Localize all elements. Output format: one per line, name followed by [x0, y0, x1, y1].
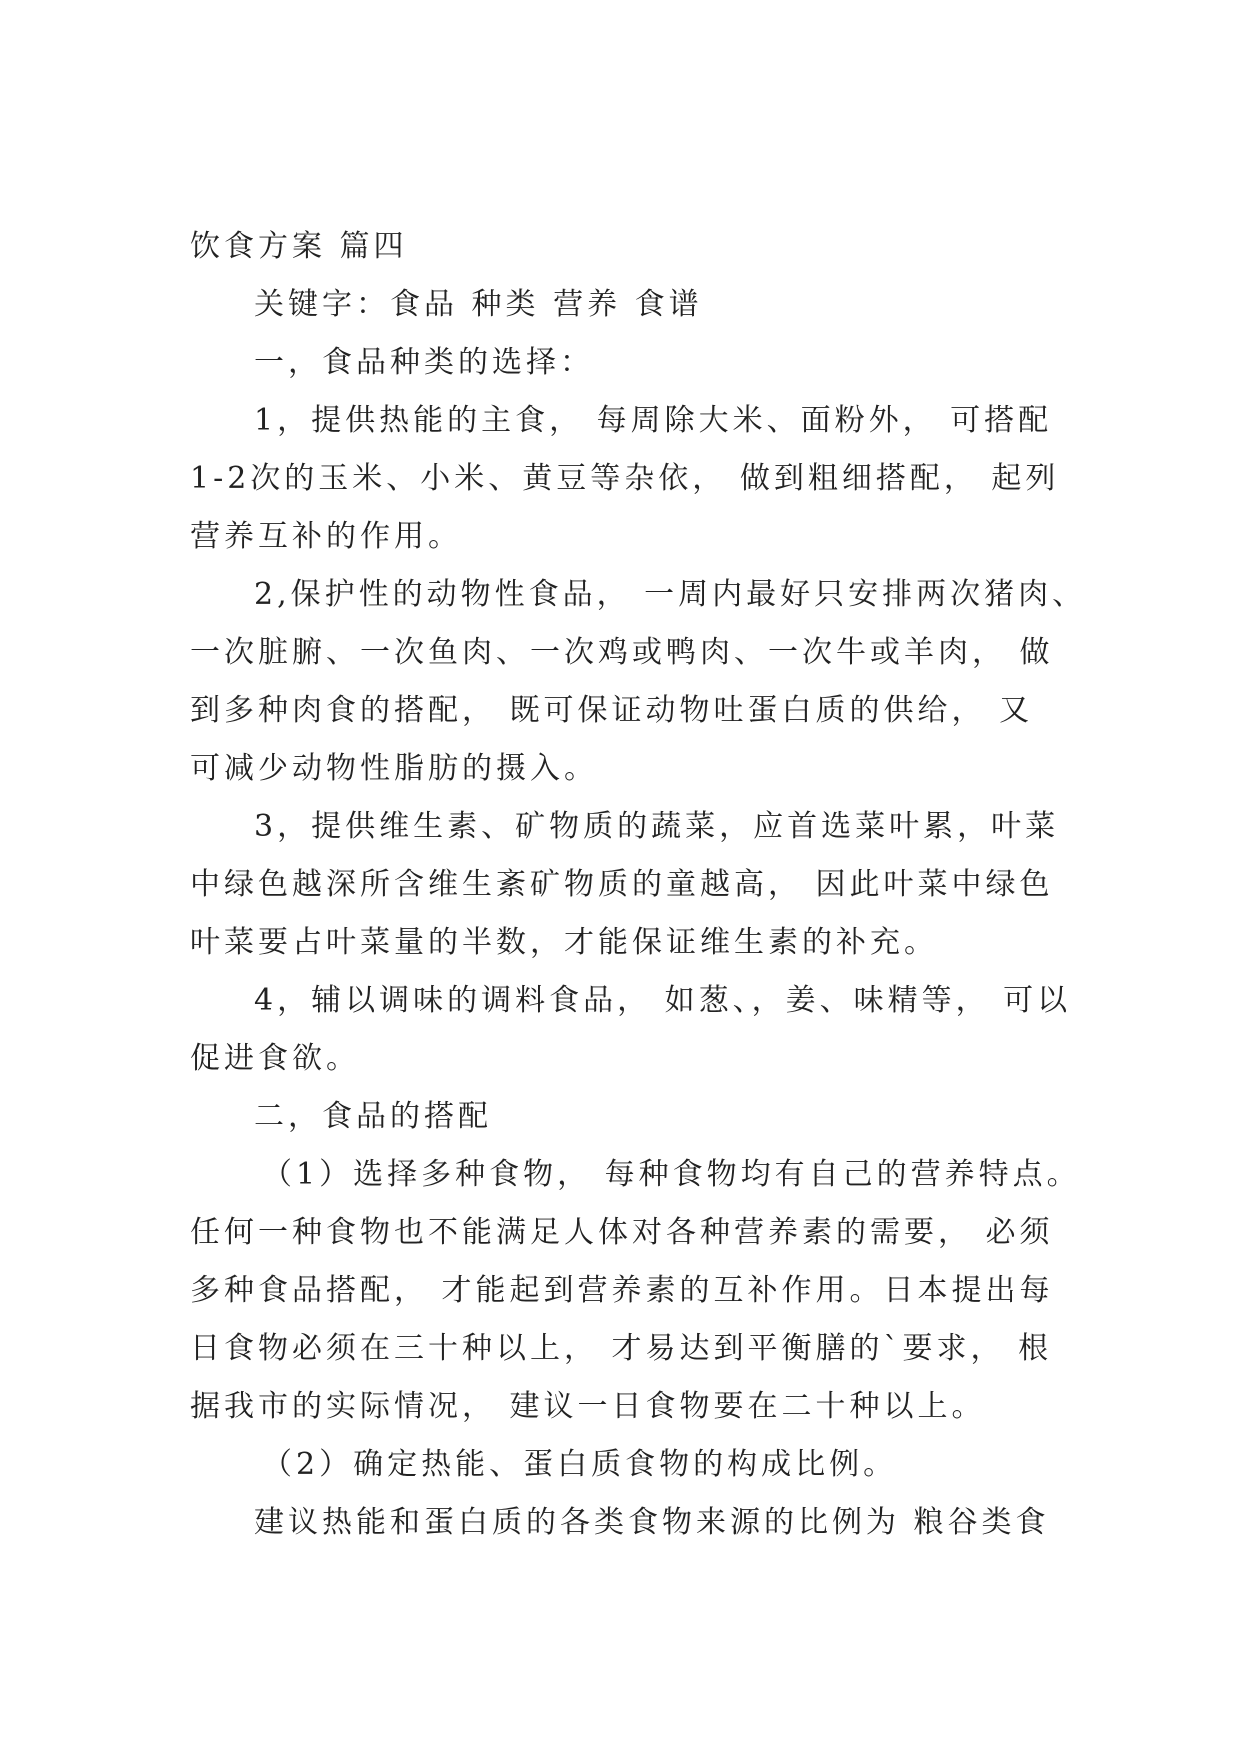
paragraph-line: 促进食欲。 — [190, 1041, 360, 1076]
paragraph-line: （2）确定热能、蛋白质食物的构成比例。 — [262, 1447, 898, 1482]
section-heading-1: 一，食品种类的选择： — [254, 345, 594, 380]
paragraph-line: 2,保护性的动物性食品， 一周内最好只安排两次猪肉、 — [254, 577, 1087, 612]
paragraph-line: （1）选择多种食物， 每种食物均有自己的营养特点。 — [262, 1157, 1081, 1192]
paragraph-line: 一次脏腑、一次鱼肉、一次鸡或鸭肉、一次牛或羊肉， 做 — [190, 635, 1054, 670]
paragraph-line: 3，提供维生素、矿物质的蔬菜，应首选菜叶累，叶菜 — [254, 809, 1060, 844]
document-body — [190, 218, 1087, 1552]
paragraph-line: 中绿色越深所含维生紊矿物质的童越高， 因此叶菜中绿色 — [190, 867, 1054, 902]
paragraph-line: 4，辅以调味的调料食品， 如葱、，姜、味精等， 可以 — [254, 983, 1072, 1018]
paragraph-line: 据我市的实际情况， 建议一日食物要在二十种以上。 — [190, 1389, 986, 1424]
section-heading-2: 二，食品的搭配 — [254, 1099, 492, 1134]
paragraph-line: 1，提供热能的主食， 每周除大米、面粉外， 可搭配 — [254, 403, 1053, 438]
document-title: 饮食方案 篇四 — [190, 229, 408, 264]
paragraph-line: 建议热能和蛋白质的各类食物来源的比例为 粮谷类食 — [254, 1505, 1050, 1540]
paragraph-line: 日食物必须在三十种以上， 才易达到平衡膳的`要求， 根 — [190, 1331, 1053, 1366]
paragraph-line: 多种食品搭配， 才能起到营养素的互补作用。日本提出每 — [190, 1273, 1054, 1308]
paragraph-line: 1-2次的玉米、小米、黄豆等杂依， 做到粗细搭配， 起列 — [190, 461, 1060, 496]
paragraph-line: 叶菜要占叶菜量的半数，才能保证维生素的补充。 — [190, 925, 938, 960]
paragraph-line: 营养互补的作用。 — [190, 519, 462, 554]
paragraph-line: 可减少动物性脂肪的摄入。 — [190, 751, 598, 786]
keywords-line: 关键字：食品 种类 营养 食谱 — [254, 287, 703, 322]
paragraph-line: 任何一种食物也不能满足人体对各种营养素的需要， 必须 — [190, 1215, 1054, 1250]
paragraph-line: 到多种肉食的搭配， 既可保证动物吐蛋白质的供给， 又 — [190, 693, 1034, 728]
